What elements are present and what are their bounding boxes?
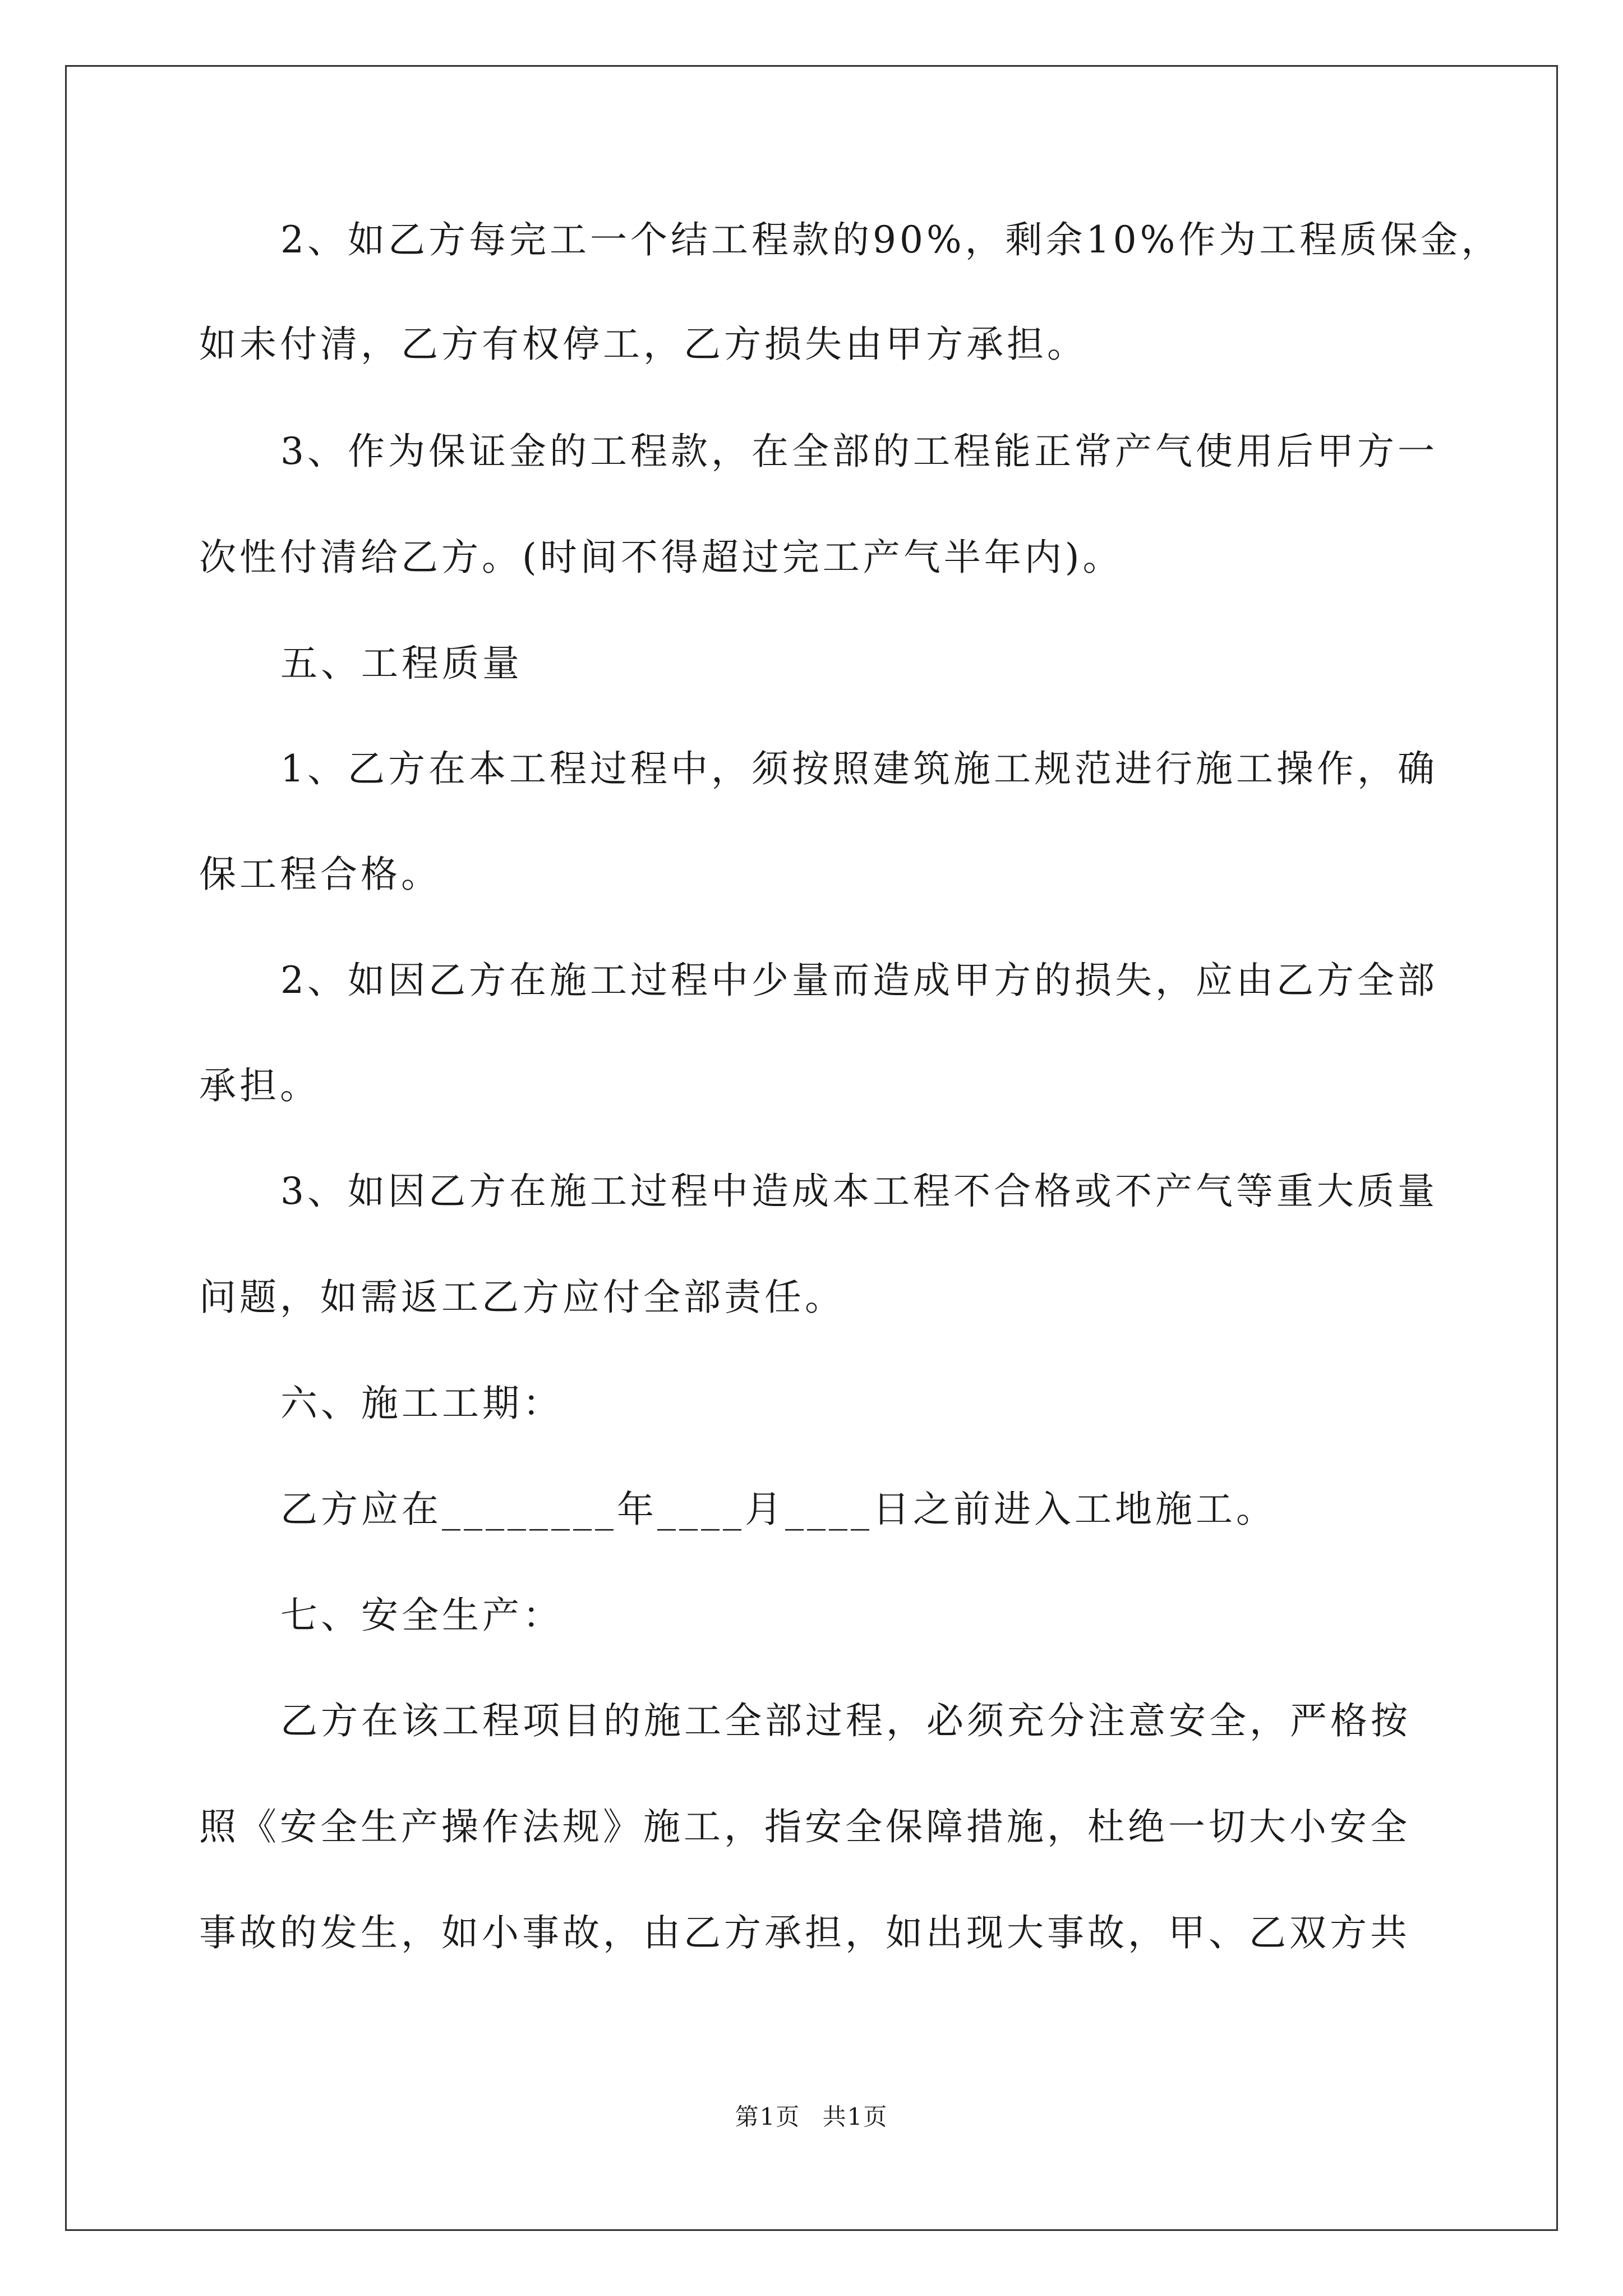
paragraph-line: 2、如乙方每完工一个结工程款的90%，剩余10%作为工程质保金， <box>280 218 1502 261</box>
section-heading: 七、安全生产： <box>280 1594 563 1637</box>
paragraph-line: 乙方应在________年____月____日之前进入工地施工。 <box>280 1488 1276 1531</box>
paragraph-line: 如未付清，乙方有权停工，乙方损失由甲方承担。 <box>199 323 1087 366</box>
paragraph-line: 承担。 <box>199 1064 320 1107</box>
paragraph-line: 2、如因乙方在施工过程中少量而造成甲方的损失，应由乙方全部 <box>280 959 1438 1002</box>
paragraph-line: 乙方在该工程项目的施工全部过程，必须充分注意安全，严格按 <box>280 1699 1411 1742</box>
page-total: 共1页 <box>822 2103 888 2131</box>
paragraph-line: 3、作为保证金的工程款，在全部的工程能正常产气使用后甲方一 <box>280 430 1438 473</box>
section-heading: 五、工程质量 <box>280 642 523 685</box>
paragraph-line: 保工程合格。 <box>199 853 441 896</box>
page-footer <box>0 2100 1623 2134</box>
paragraph-line: 照《安全生产操作法规》施工，指安全保障措施，杜绝一切大小安全 <box>199 1805 1410 1848</box>
page-number: 第1页 <box>735 2103 801 2131</box>
paragraph-line: 1、乙方在本工程过程中，须按照建筑施工规范进行施工操作，确 <box>280 747 1438 790</box>
paragraph-line: 3、如因乙方在施工过程中造成本工程不合格或不产气等重大质量 <box>280 1170 1438 1213</box>
paragraph-line: 次性付清给乙方。(时间不得超过完工产气半年内)。 <box>199 536 1123 579</box>
section-heading: 六、施工工期： <box>280 1382 563 1425</box>
paragraph-line: 问题，如需返工乙方应付全部责任。 <box>199 1276 845 1319</box>
paragraph-line: 事故的发生，如小事故，由乙方承担，如出现大事故，甲、乙双方共 <box>199 1911 1410 1954</box>
